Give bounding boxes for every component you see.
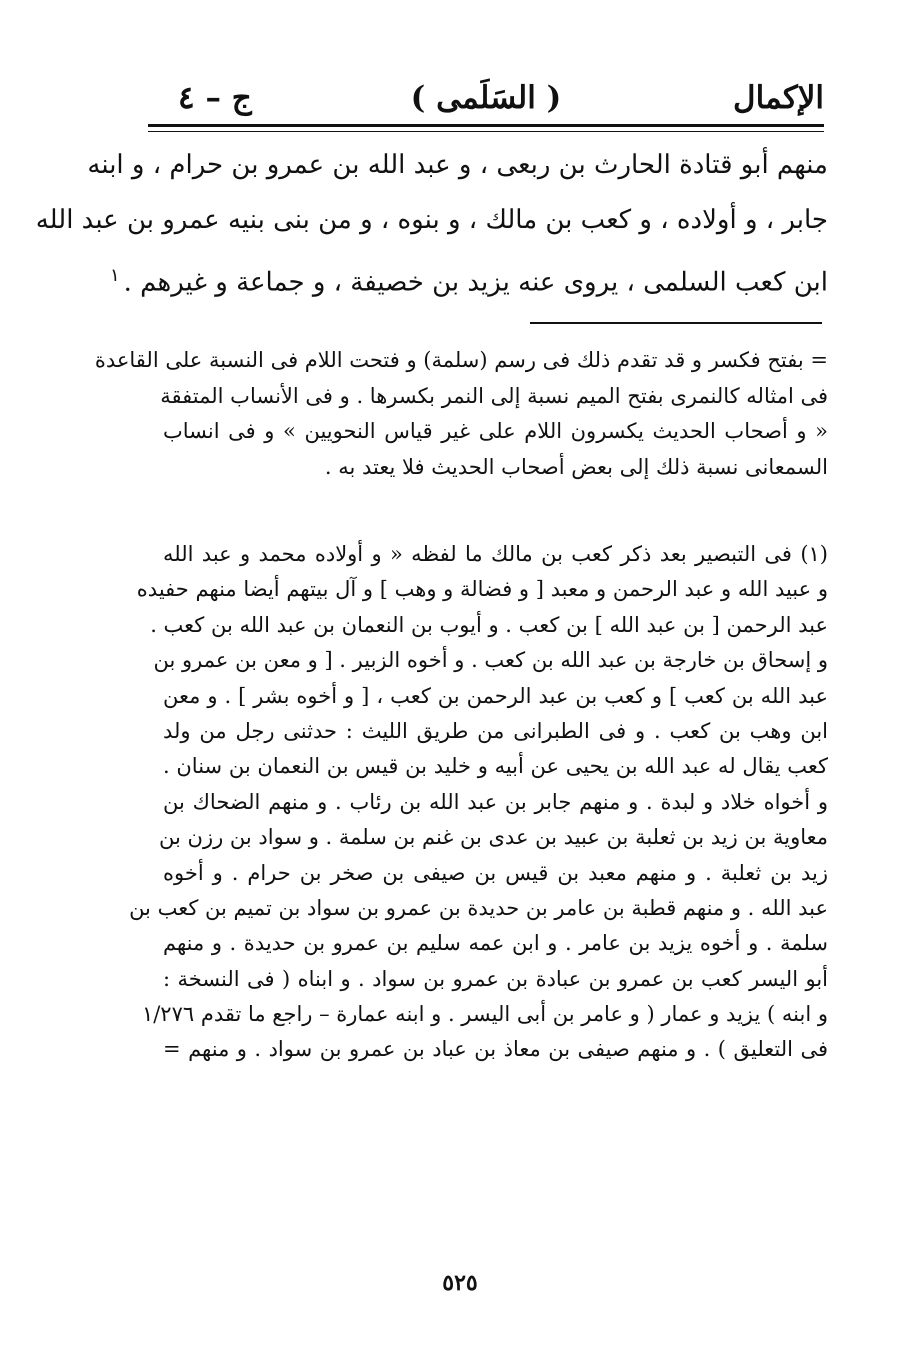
header-section-title: ( السَلَمى ) bbox=[410, 80, 562, 116]
footnote-line: فى التعليق ) . و منهم صيفى بن معاذ بن عباد بن عمرو بن سواد . و منهم = bbox=[163, 1037, 828, 1062]
footnote-reference-mark: ١ bbox=[109, 265, 120, 286]
footnote-line: عبد الله بن كعب ] و كعب بن عبد الرحمن بن كعب ، [ و أخوه بشر ] . و معن bbox=[163, 683, 828, 708]
header-rule-thick bbox=[148, 124, 824, 127]
main-line-text: ابن كعب السلمى ، يروى عنه يزيد بن خصيفة ، و جماعة و غيرهم . bbox=[123, 267, 828, 298]
header-volume: ج – ٤ bbox=[178, 80, 252, 116]
footnote-line: سلمة . و أخوه يزيد بن عامر . و ابن عمه سليم بن عمرو بن حديدة . و منهم bbox=[163, 931, 828, 956]
footnote-line: و أخواه خلاد و لبدة . و منهم جابر بن عبد الله بن رئاب . و منهم الضحاك بن bbox=[163, 789, 828, 814]
footnote-separator bbox=[530, 322, 822, 324]
footnote-1 bbox=[129, 537, 828, 1068]
footnote-line: زيد بن ثعلبة . و منهم معبد بن قيس بن صيفى بن صخر بن حرام . و أخوه bbox=[163, 860, 828, 885]
footnote-line: و عبيد الله و عبد الرحمن و معبد [ و فضالة و وهب ] و آل بيتهم أيضا منهم حفيده bbox=[136, 577, 828, 602]
footnote-line: ابن وهب بن كعب . و فى الطبرانى من طريق الليث : حدثنى رجل من ولد bbox=[163, 718, 828, 743]
main-text bbox=[35, 138, 828, 303]
footnote-line: « و أصحاب الحديث يكسرون اللام على غير قياس النحويين » و فى انساب bbox=[163, 419, 828, 444]
footnote-line: و إسحاق بن خارجة بن عبد الله بن كعب . و أخوه الزبير . [ و معن بن عمرو بن bbox=[153, 648, 828, 673]
footnote-line: معاوية بن زيد بن ثعلبة بن عبيد بن عدى بن غنم بن سلمة . و سواد بن رزن بن bbox=[159, 825, 828, 850]
footnote-line: أبو اليسر كعب بن عمرو بن عبادة بن عمرو بن سواد . و ابناه ( فى النسخة : bbox=[163, 966, 828, 991]
footnote-line: السمعانى نسبة ذلك إلى بعض أصحاب الحديث فلا يعتد به . bbox=[324, 454, 828, 479]
footnote-line: = بفتح فكسر و قد تقدم ذلك فى رسم (سلمة) و فتحت اللام فى النسبة على القاعدة bbox=[94, 348, 828, 372]
main-line: منهم أبو قتادة الحارث بن ربعى ، و عبد الله بن عمرو بن حرام ، و ابنه bbox=[87, 150, 828, 180]
footnote-line: (١) فى التبصير بعد ذكر كعب بن مالك ما لفظه « و أولاده محمد و عبد الله bbox=[163, 542, 828, 566]
main-line bbox=[109, 248, 828, 303]
running-header bbox=[148, 70, 824, 120]
footnote-line: فى امثاله كالنمرى بفتح الميم نسبة إلى النمر بكسرها . و فى الأنساب المتفقة bbox=[160, 383, 828, 408]
header-rule-thin bbox=[148, 131, 824, 132]
footnote-line: و ابنه ) يزيد و عمار ( و عامر بن أبى اليسر . و ابنه عمارة – راجع ما تقدم ١/٢٧٦ bbox=[141, 1002, 828, 1027]
header-book-title: الإكمال bbox=[733, 80, 824, 116]
footnote-continuation bbox=[94, 343, 828, 485]
main-line: جابر ، و أولاده ، و كعب بن مالك ، و بنوه ، و من بنى بنيه عمرو بن عبد الله bbox=[35, 205, 828, 235]
footnote-line: عبد الرحمن [ بن عبد الله ] بن كعب . و أيوب بن النعمان بن عبد الله بن كعب . bbox=[150, 612, 828, 637]
page-number: ٥٢٥ bbox=[442, 1270, 478, 1296]
footnote-line: كعب يقال له عبد الله بن يحيى عن أبيه و خليد بن قيس بن النعمان بن سنان . bbox=[163, 754, 828, 779]
footnote-line: عبد الله . و منهم قطبة بن عامر بن حديدة بن عمرو بن سواد بن تميم بن كعب بن bbox=[129, 895, 828, 920]
